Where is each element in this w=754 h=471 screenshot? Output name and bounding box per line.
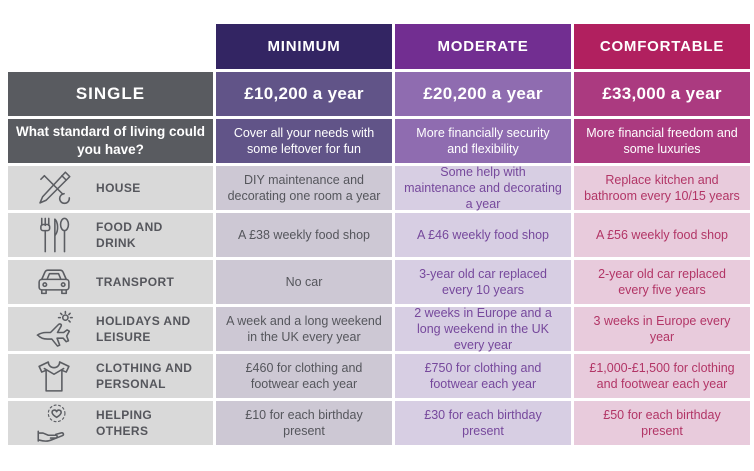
cell-transport-minimum: No car [216, 260, 392, 304]
category-label: HOLIDAYS AND LEISURE [96, 313, 191, 344]
cell-transport-comfortable: 2-year old car replaced every five years [574, 260, 750, 304]
row-header-single: SINGLE [8, 72, 213, 116]
cutlery-icon [32, 213, 76, 257]
category-clothing-and-personal [8, 354, 213, 398]
annual-income-minimum: £10,200 a year [216, 72, 392, 116]
cell-transport-moderate: 3-year old car replaced every 10 years [395, 260, 571, 304]
cell-helping-minimum: £10 for each birthday present [216, 401, 392, 445]
car-icon [32, 260, 76, 304]
standards-of-living-table [8, 24, 750, 445]
category-helping-others [8, 401, 213, 445]
airplane-sun-icon [32, 307, 76, 351]
column-header-comfortable: COMFORTABLE [574, 24, 750, 69]
cell-helping-moderate: £30 for each birthday present [395, 401, 571, 445]
hand-heart-icon [32, 401, 76, 445]
standard-comfortable: More financial freedom and some luxuries [574, 119, 750, 163]
cell-food-moderate: A £46 weekly food shop [395, 213, 571, 257]
corner-spacer [8, 24, 213, 69]
category-label: TRANSPORT [96, 274, 175, 289]
cell-holidays-moderate: 2 weeks in Europe and a long weekend in the UK every year [395, 307, 571, 351]
annual-income-moderate: £20,200 a year [395, 72, 571, 116]
cell-holidays-comfortable: 3 weeks in Europe every year [574, 307, 750, 351]
cell-holidays-minimum: A week and a long weekend in the UK every year [216, 307, 392, 351]
category-food-and-drink [8, 213, 213, 257]
standard-minimum: Cover all your needs with some leftover for fun [216, 119, 392, 163]
category-label: FOOD AND DRINK [96, 219, 163, 250]
cell-clothing-moderate: £750 for clothing and footwear each year [395, 354, 571, 398]
question-cell: What standard of living could you have? [8, 119, 213, 163]
category-holidays-and-leisure [8, 307, 213, 351]
category-label: HOUSE [96, 180, 141, 195]
cell-food-minimum: A £38 weekly food shop [216, 213, 392, 257]
cell-clothing-comfortable: £1,000-£1,500 for clothing and footwear each year [574, 354, 750, 398]
annual-income-comfortable: £33,000 a year [574, 72, 750, 116]
category-label: HELPING OTHERS [96, 407, 153, 438]
cell-house-minimum: DIY maintenance and decorating one room a year [216, 166, 392, 210]
category-transport [8, 260, 213, 304]
column-header-minimum: MINIMUM [216, 24, 392, 69]
pencil-wrench-icon [32, 166, 76, 210]
cell-food-comfortable: A £56 weekly food shop [574, 213, 750, 257]
cell-helping-comfortable: £50 for each birthday present [574, 401, 750, 445]
category-label: CLOTHING AND PERSONAL [96, 360, 193, 391]
category-house [8, 166, 213, 210]
column-header-moderate: MODERATE [395, 24, 571, 69]
tshirt-icon [32, 354, 76, 398]
cell-house-moderate: Some help with maintenance and decorating a year [395, 166, 571, 210]
standard-moderate: More financially security and flexibility [395, 119, 571, 163]
cell-house-comfortable: Replace kitchen and bathroom every 10/15 years [574, 166, 750, 210]
cell-clothing-minimum: £460 for clothing and footwear each year [216, 354, 392, 398]
